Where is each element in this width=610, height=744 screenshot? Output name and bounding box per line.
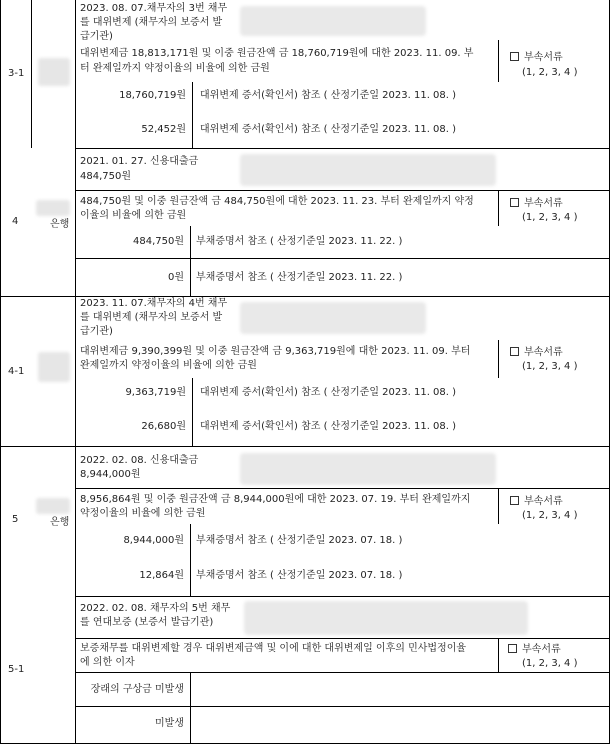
amount-note: 대위변제 증서(확인서) 참조 ( 산정기준일 2023. 11. 08. ) (200, 124, 457, 135)
redacted-creditor (38, 58, 70, 86)
row-title-line: 급기관) (80, 326, 113, 337)
attachment-list: (1, 2, 3, 4 ) (522, 212, 578, 223)
checkbox-icon[interactable] (510, 52, 519, 61)
claim-description: 에 의한 이자 (80, 657, 135, 668)
checkbox-icon[interactable] (510, 198, 519, 207)
principal-amount: 484,750원 (132, 236, 184, 247)
principal-amount: 8,944,000원 (123, 535, 184, 546)
row-title-line: 2021. 01. 27. 신용대출금 (80, 156, 199, 167)
claim-description: 대위변제금 9,390,399원 및 이중 원금잔액 금 9,363,719원에 대한 2023. 11. 09. 부터 (80, 346, 471, 357)
creditor-bank: 은행 (50, 517, 70, 528)
attachment-checkbox-label: 부속서류 (508, 644, 561, 656)
amount-note: 부채증명서 참조 ( 산정기준일 2023. 11. 22. ) (196, 272, 403, 283)
row-number: 5 (12, 514, 19, 525)
redacted-detail (240, 154, 496, 186)
future-claim-status: 장래의 구상금 미발생 (90, 684, 184, 695)
row-number: 4 (12, 216, 19, 227)
claim-description: 484,750원 및 이중 원금잔액 금 484,750원에 대한 2023. 11. 23. 부터 완제일까지 약정 (80, 196, 474, 207)
attachment-list: (1, 2, 3, 4 ) (522, 510, 578, 521)
redacted-creditor (36, 498, 70, 514)
interest-amount: 26,680원 (141, 421, 186, 432)
attachment-checkbox-label: 부속서류 (510, 198, 563, 210)
row-title-line: 8,944,000원 (80, 469, 141, 480)
principal-amount: 9,363,719원 (125, 387, 186, 398)
row-title-line: 를 연대보증 (보증서 발급기관) (80, 617, 214, 628)
row-title-line: 484,750원 (80, 171, 132, 182)
row-title-line: 를 대위변제 (채무자의 보증서 발 (80, 312, 223, 323)
claim-description: 완제일까지 약정이율의 비율에 의한 금원 (80, 360, 257, 371)
row-title-line: 2022. 02. 08. 신용대출금 (80, 455, 199, 466)
row-number: 3-1 (8, 68, 25, 79)
row-title-line: 2023. 08. 07.채무자의 3번 채무 (80, 3, 228, 14)
interest-amount: 12,864원 (139, 570, 184, 581)
claim-description: 약정이율의 비율에 의한 금원 (80, 508, 206, 519)
row-title-line: 급기관) (80, 31, 113, 42)
redacted-detail (240, 302, 426, 334)
redacted-detail (240, 453, 496, 485)
claim-description: 8,956,864원 및 이중 원금잔액 금 8,944,000원에 대한 2023. 07. 19. 부터 완제일까지 (80, 494, 471, 505)
checkbox-icon[interactable] (508, 644, 517, 653)
attachment-list: (1, 2, 3, 4 ) (522, 67, 578, 78)
attachment-list: (1, 2, 3, 4 ) (522, 361, 578, 372)
attachment-list: (1, 2, 3, 4 ) (522, 658, 578, 669)
checkbox-icon[interactable] (510, 347, 519, 356)
claim-description: 대위변제금 18,813,171원 및 이중 원금잔액 금 18,760,719원에 대한 2023. 11. 09. 부 (80, 48, 474, 59)
redacted-detail (240, 6, 426, 36)
row-title-line: 2022. 02. 08. 채무자의 5번 채무 (80, 603, 231, 614)
row-number: 4-1 (8, 366, 25, 377)
amount-note: 부채증명서 참조 ( 산정기준일 2023. 11. 22. ) (196, 236, 403, 247)
claim-description: 터 완제일까지 약정이율의 비율에 의한 금원 (80, 63, 270, 74)
row-title-line: 를 대위변제 (채무자의 보증서 발 (80, 17, 223, 28)
principal-amount: 18,760,719원 (119, 90, 186, 101)
amount-note: 대위변제 증서(확인서) 참조 ( 산정기준일 2023. 11. 08. ) (200, 421, 457, 432)
attachment-checkbox-label: 부속서류 (510, 347, 563, 359)
redacted-detail (244, 601, 528, 635)
amount-note: 부채증명서 참조 ( 산정기준일 2023. 07. 18. ) (196, 535, 403, 546)
claim-status: 미발생 (155, 718, 184, 729)
creditor-bank: 은행 (50, 219, 70, 230)
attachment-checkbox-label: 부속서류 (510, 496, 563, 508)
amount-note: 부채증명서 참조 ( 산정기준일 2023. 07. 18. ) (196, 570, 403, 581)
interest-amount: 0원 (167, 272, 184, 283)
claim-description: 이율의 비율에 의한 금원 (80, 210, 187, 221)
row-number: 5-1 (8, 664, 25, 675)
redacted-creditor (38, 352, 70, 382)
claim-description: 보증채무를 대위변제할 경우 대위변제금액 및 이에 대한 대위변제일 이후의 민사법정이율 (80, 643, 467, 654)
amount-note: 대위변제 증서(확인서) 참조 ( 산정기준일 2023. 11. 08. ) (200, 387, 457, 398)
row-title-line: 2023. 11. 07.채무자의 4번 채무 (80, 298, 228, 309)
redacted-creditor (36, 200, 70, 216)
interest-amount: 52,452원 (141, 124, 186, 135)
amount-note: 대위변제 증서(확인서) 참조 ( 산정기준일 2023. 11. 08. ) (200, 90, 457, 101)
checkbox-icon[interactable] (510, 496, 519, 505)
attachment-checkbox-label: 부속서류 (510, 52, 563, 64)
